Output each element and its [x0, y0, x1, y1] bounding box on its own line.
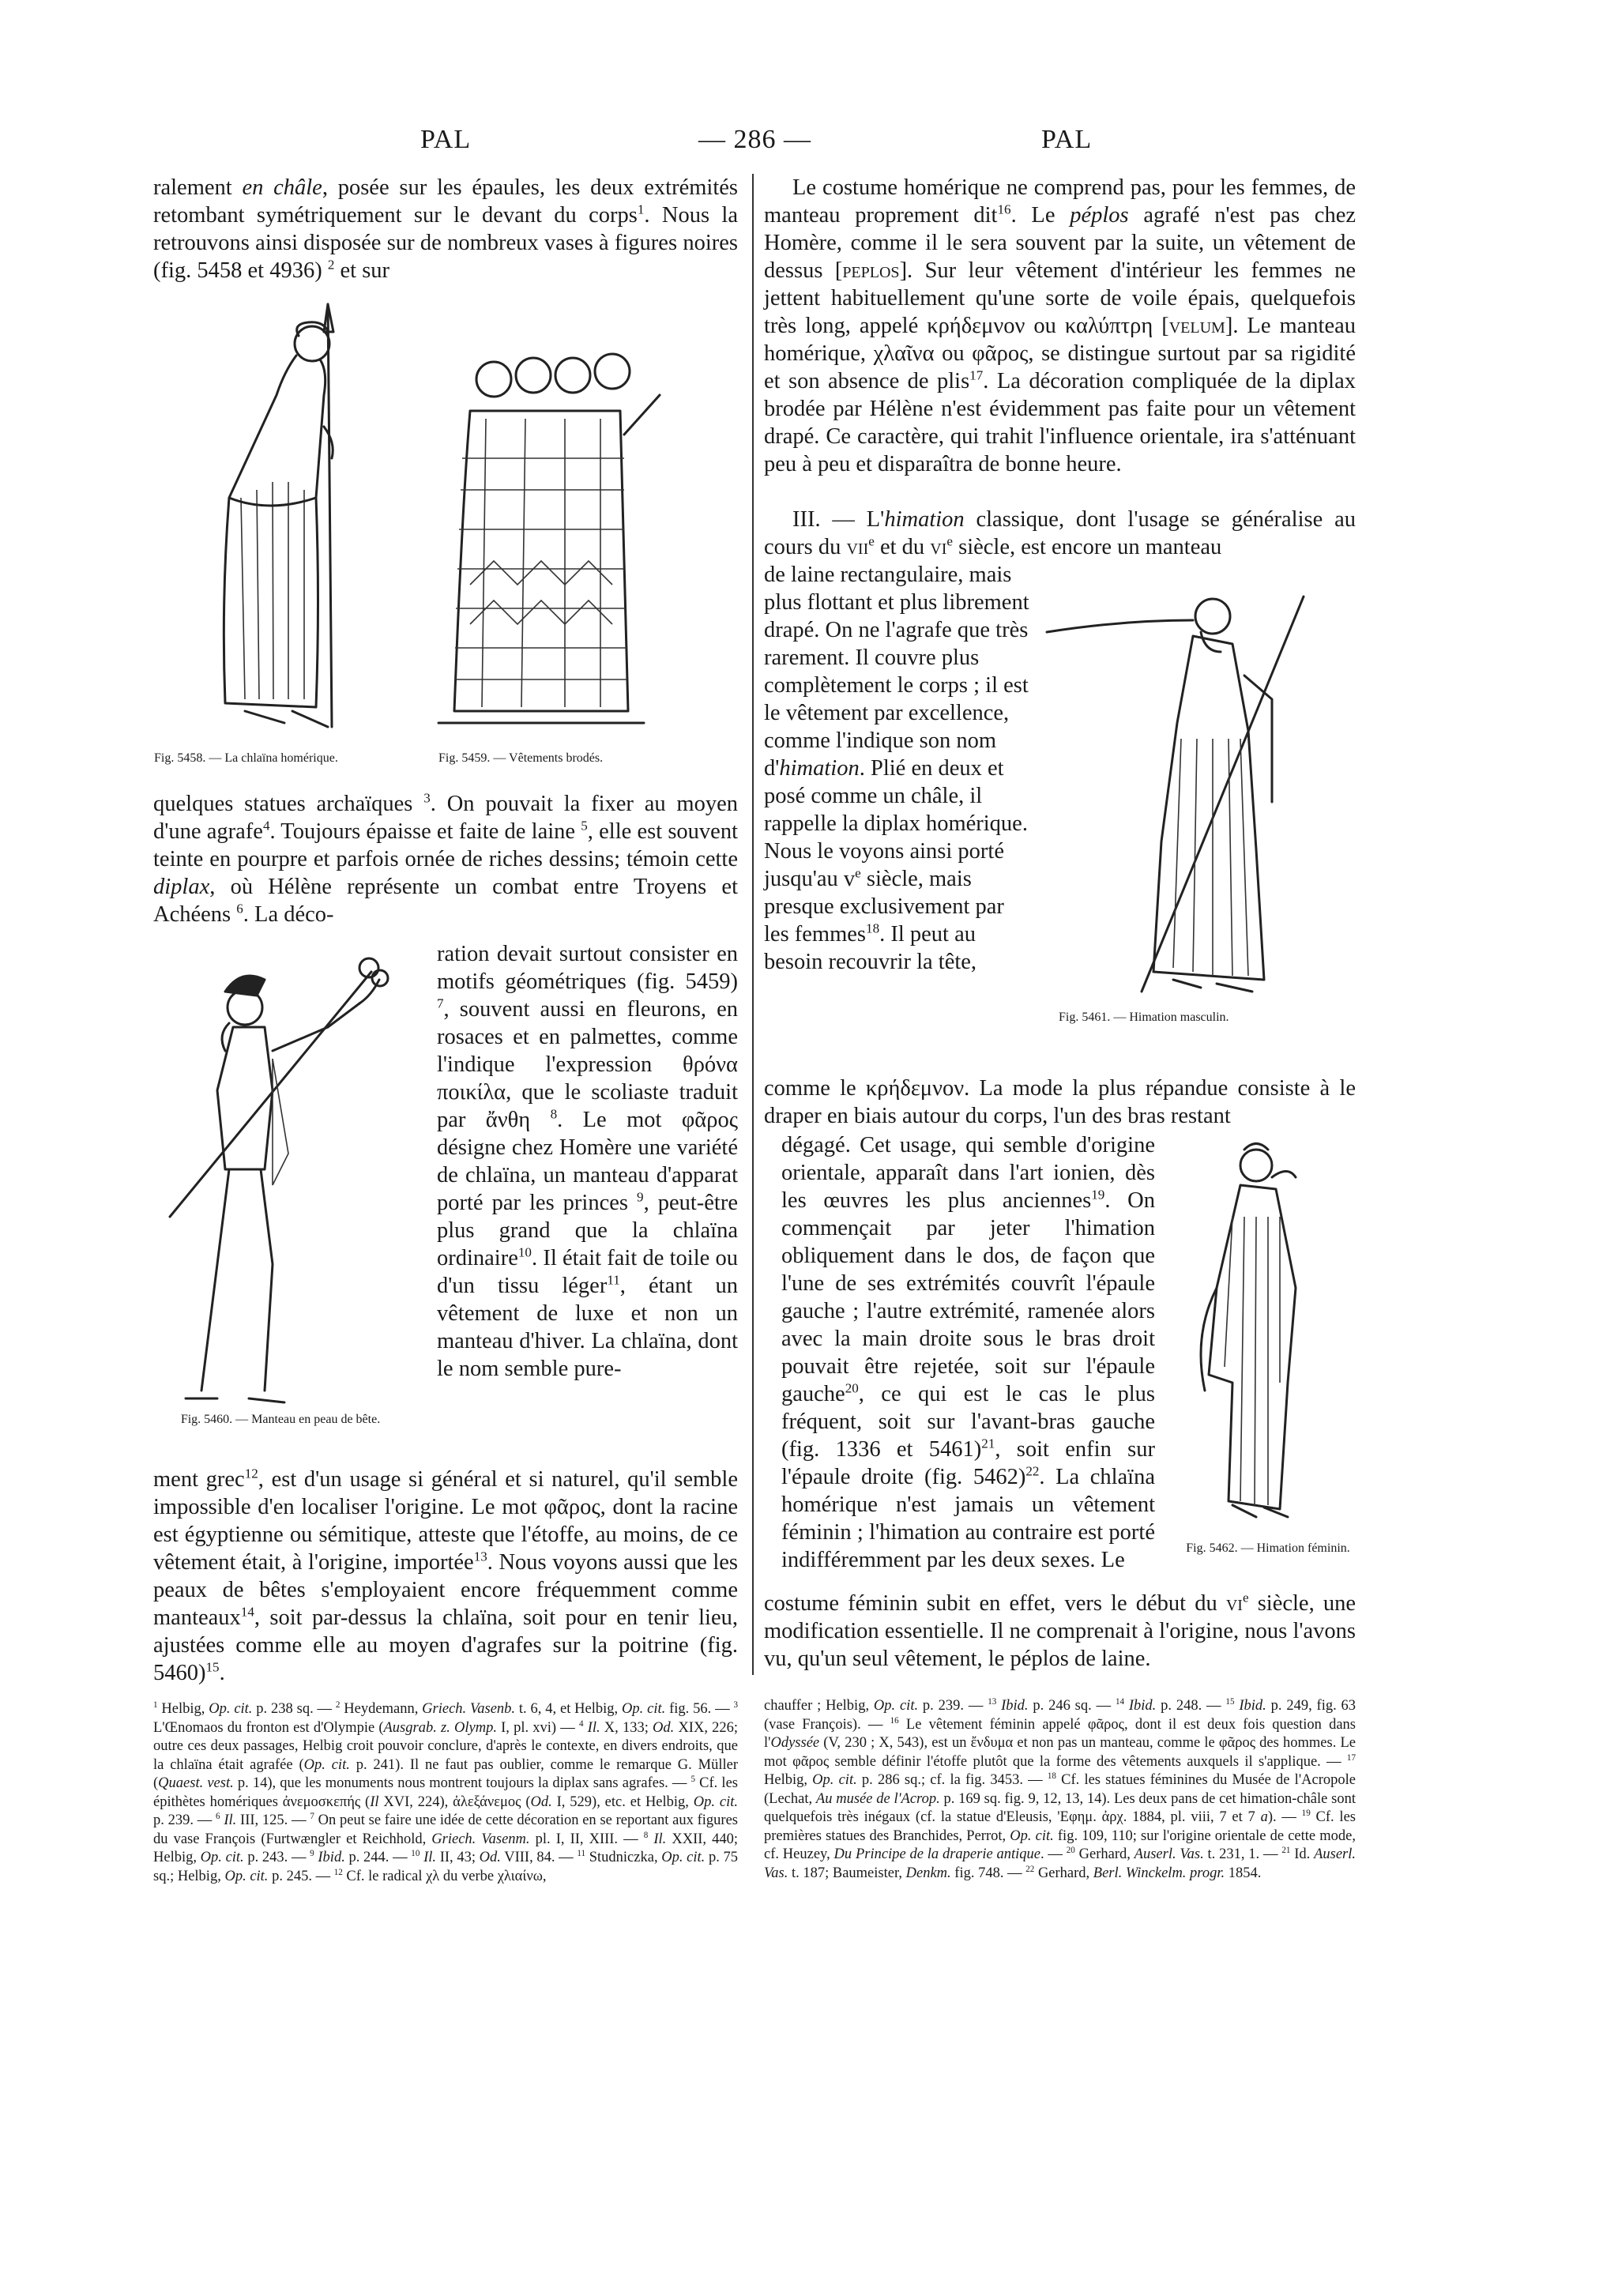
text-run: L'Œnomaos du fronton est d'Olympie (	[153, 1719, 384, 1736]
text-run: Helbig,	[157, 1701, 209, 1717]
footnote-ref: e	[868, 533, 875, 549]
footnote-ref: 7	[437, 996, 444, 1011]
caption-5458: Fig. 5458. — La chlaïna homérique.	[154, 751, 338, 765]
text-run: , où Hélène représente un combat entre Troyens et Achéens	[153, 875, 738, 927]
text-run: fig. 748. —	[950, 1865, 1026, 1881]
text-run: 1854.	[1225, 1865, 1262, 1881]
text-run: agrafé n'est pas chez Homère, comme il le sera souvent par la suite, un vêtement de dessus [	[764, 203, 1356, 283]
text-run: p. 248. —	[1156, 1698, 1226, 1714]
text-run: VIII, 84. —	[500, 1850, 578, 1865]
text-run: Helbig,	[764, 1772, 813, 1788]
text-run: Cf. le radical χλ du verbe χλιαίνω,	[342, 1868, 547, 1884]
text-run: .	[219, 1661, 225, 1685]
text-run: vi	[930, 535, 947, 559]
text-run: p. 245. —	[268, 1868, 334, 1884]
text-run: , soit enfin sur l'épaule droite (fig. 5462)	[781, 1437, 1155, 1489]
footnote-ref: 7	[310, 1811, 314, 1821]
text-run: . —	[1040, 1846, 1067, 1862]
text-run: . Plié en deux et posé comme un châle, il rappelle la diplax homérique. Nous le voyons ainsi porté jusqu'au v	[764, 756, 1028, 891]
text-run: velum	[1168, 314, 1225, 338]
text-run: Ausgrab. z. Olymp.	[383, 1719, 497, 1736]
footnote-ref: 19	[1091, 1187, 1105, 1203]
left-para-1	[153, 174, 738, 284]
text-run: ]. Sur leur vêtement d'intérieur les femmes ne jettent habituellement qu'une sorte de voile épais, quelquefois très long, appelé κρήδεμνον ou καλύπτρη [	[764, 258, 1356, 338]
text-run: fig. 109, 110; sur l'origine orientale de cette mode, cf. Heuzey,	[764, 1827, 1356, 1862]
text-run: siècle, une modification essentielle. Il ne comprenait à l'origine, nous l'avons vu, qu'un seul vêtement, le péplos de laine.	[764, 1591, 1356, 1671]
text-run: de laine rectangulaire, mais plus flottant et plus librement drapé. On ne l'agrafe que très rarement. Il couvre plus complètement le corps ; il est le vêtement par excellence, comme l'indique son nom d'	[764, 563, 1029, 781]
text-run: ralement	[153, 175, 243, 200]
text-run: Denkm.	[905, 1865, 951, 1881]
right-para-1	[764, 174, 1356, 478]
figure-5462	[1169, 1130, 1359, 1525]
footnote-ref: 18	[1047, 1771, 1056, 1781]
text-run: ment grec	[153, 1467, 245, 1492]
text-run: . La chlaïna homérique n'est jamais un vêtement féminin ; l'himation au contraire est porté indifféremment par les deux sexes. Le	[781, 1465, 1155, 1572]
text-run: diplax	[153, 875, 210, 899]
text-run: . Toujours épaisse et faite de laine	[269, 819, 581, 844]
left-footnotes	[153, 1700, 738, 1886]
left-para-2	[153, 790, 738, 928]
text-run: , posée sur les épaules, les deux extrémités retombant symétriquement sur le devant du corps	[153, 175, 738, 228]
text-run: Le costume homérique ne comprend pas, pour les femmes, de manteau proprement dit	[764, 175, 1356, 228]
text-run: p. 14), que les monuments nous montrent toujours la diplax sans agrafes. —	[233, 1775, 691, 1791]
right-para-2d	[781, 1131, 1155, 1574]
text-run: et sur	[334, 258, 390, 283]
footnote-ref: 20	[1066, 1845, 1075, 1855]
text-run: . La décoration compliquée de la diplax brodée par Hélène n'est évidemment pas faite pour un vêtement drapé. Ce caractère, qui trahit l'influence orientale, ira s'atténuant peu à peu et disparaîtra de bonne heure.	[764, 369, 1356, 476]
right-para-2b	[764, 561, 1034, 976]
text-run: , souvent aussi en fleurons, en rosaces et en palmettes, comme l'indique l'expression θρόνα ποικίλα, que le scoliaste traduit par ἄνθη	[437, 997, 738, 1132]
text-run: Auserl. Vas.	[764, 1846, 1356, 1881]
text-run: ). —	[1267, 1809, 1302, 1825]
text-run: vi	[1225, 1591, 1243, 1616]
footnote-ref: 9	[310, 1848, 314, 1858]
text-run: . Le	[1010, 203, 1071, 228]
text-run: XXII, 440; Helbig,	[153, 1831, 739, 1865]
text-run: . Nous la retrouvons ainsi disposée sur de nombreux vases à figures noires (fig. 5458 et 4936)	[153, 203, 738, 283]
figure-5459	[423, 348, 675, 743]
text-run: siècle, mais presque exclusivement par les femmes	[764, 867, 1004, 947]
text-run: chauffer ; Helbig,	[764, 1698, 874, 1714]
caption-5459: Fig. 5459. — Vêtements brodés.	[438, 751, 604, 765]
figure-5458	[198, 300, 356, 743]
text-run: dégagé. Cet usage, qui semble d'origine orientale, apparaît dans l'art ionien, dès les œuvres les plus anciennes	[781, 1133, 1155, 1213]
text-run: Op. cit.	[693, 1794, 739, 1810]
footnote-ref: 2	[335, 1699, 341, 1710]
text-run: péplos	[1070, 203, 1129, 228]
text-run: pl. I, II, XIII. —	[529, 1831, 644, 1847]
footnote-ref: 15	[205, 1659, 220, 1675]
text-run: X, 133;	[600, 1719, 653, 1736]
text-run: Op. cit.	[1010, 1827, 1054, 1844]
text-run: p. 238 sq. —	[252, 1701, 336, 1717]
footnote-ref: 6	[216, 1811, 220, 1821]
footnote-ref: 5	[581, 818, 588, 834]
text-run: , peut-être plus grand que la chlaïna ordinaire	[437, 1191, 738, 1270]
text-run: , elle est souvent teinte en pourpre et parfois ornée de riches dessins; témoin cette	[153, 819, 738, 871]
running-head-left: PAL	[420, 125, 472, 154]
text-run: Gerhard,	[1034, 1865, 1093, 1881]
text-run: II, 43;	[436, 1850, 480, 1865]
footnote-ref: 5	[690, 1774, 696, 1784]
text-run: Od.	[653, 1719, 675, 1736]
right-para-2c	[764, 1075, 1356, 1130]
text-run: . La déco-	[243, 902, 334, 927]
text-run: p. 75 sq.; Helbig,	[153, 1850, 739, 1884]
footnote-ref: 15	[1225, 1696, 1235, 1707]
text-run: p. 239. —	[918, 1698, 988, 1714]
footnote-ref: 17	[1346, 1752, 1356, 1763]
text-run: a	[1260, 1809, 1268, 1825]
right-para-2e	[764, 1590, 1356, 1673]
text-run: comme le κρήδεμνον. La mode la plus répandue consiste à le draper en biais autour du corps, l'un des bras restant	[764, 1076, 1356, 1128]
footnote-ref: 22	[1025, 1864, 1035, 1874]
footnote-ref: 3	[423, 790, 431, 806]
footnote-ref: 12	[333, 1867, 343, 1877]
caption-5460: Fig. 5460. — Manteau en peau de bête.	[180, 1413, 381, 1426]
text-run: . Il était fait de toile ou d'un tissu léger	[437, 1246, 738, 1298]
text-run: XIX, 226; outre ces deux passages, Helbig croit pouvoir conclure, d'après le contexte, en divers endroits, que la chlaïna était agrafée (	[153, 1719, 739, 1773]
text-run: Le vêtement féminin appelé φᾶρος, dont il est deux fois question dans l'	[764, 1716, 1356, 1751]
text-run: p. 169 sq. fig. 9, 12, 13, 14). Les deux pans de cet himation-châle sont quelquefois très inégaux (cf. la statue d'Eleusis, 'Εφημ. ἀρχ. 1884, pl. viii, 7 et 7	[764, 1790, 1356, 1825]
text-run: Studniczka,	[585, 1850, 662, 1865]
footnote-ref: 21	[981, 1436, 995, 1451]
text-run: costume féminin subit en effet, vers le début du	[764, 1591, 1226, 1616]
text-run: Berl. Winckelm. progr.	[1093, 1865, 1225, 1881]
footnote-ref: 3	[733, 1699, 738, 1710]
page-number: — 286 —	[698, 125, 811, 154]
footnote-ref: 16	[997, 201, 1011, 217]
footnote-ref: 6	[236, 901, 243, 917]
text-run: , ce qui est le cas le plus fréquent, soit sur l'avant-bras gauche (fig. 1336 et 5461)	[781, 1382, 1155, 1462]
text-run: et du	[874, 535, 931, 559]
footnote-ref: 22	[1025, 1463, 1040, 1479]
footnote-ref: 2	[327, 257, 335, 273]
footnote-ref: 12	[244, 1466, 258, 1481]
text-run: Griech. Vasenb.	[422, 1701, 516, 1717]
text-run: Il.	[423, 1850, 437, 1865]
text-run: ]. Le manteau homérique, χλαῖνα ou φᾶρος, se distingue surtout par sa rigidité et son absence de plis	[764, 314, 1356, 393]
footnote-ref: 21	[1281, 1845, 1291, 1855]
text-run: Od.	[479, 1850, 501, 1865]
text-run: en châle	[242, 175, 322, 200]
text-run: Id.	[1290, 1846, 1315, 1862]
text-run: Cf. les premières statues des Branchides, Perrot,	[764, 1809, 1356, 1844]
text-run: , est d'un usage si général et si naturel, qu'il semble impossible d'en localiser l'origine. Le mot φᾶρος, dont la racine est égyptienne ou sémitique, atteste que l'étoffe, au moins, de ce vêtement était, à l'origine, importée	[153, 1467, 738, 1575]
text-run: fig. 56. —	[665, 1701, 734, 1717]
figure-5460	[154, 948, 423, 1414]
text-run: Odyssée	[770, 1735, 820, 1751]
footnote-ref: 17	[969, 367, 984, 383]
text-run: p. 246 sq. —	[1028, 1698, 1116, 1714]
caption-5462: Fig. 5462. — Himation féminin.	[1186, 1541, 1350, 1555]
text-run: . On commençait par jeter l'himation obliquement dans le dos, de façon que l'une de ses extrémités couvrît l'épaule gauche ; l'autre extrémité, ramenée alors avec la main droite sous le bras droit pouvait être rejetée, soit sur l'épaule gauche	[781, 1188, 1155, 1406]
text-run: Du Principe de la draperie antique	[833, 1846, 1040, 1862]
text-run: Au musée de l'Acrop.	[815, 1790, 940, 1807]
right-footnotes	[764, 1697, 1356, 1883]
text-run: Auserl. Vas.	[1134, 1846, 1204, 1862]
caption-5461: Fig. 5461. — Himation masculin.	[1059, 1011, 1229, 1024]
text-run: p. 249, fig. 63 (vase François). —	[764, 1698, 1356, 1733]
text-run: I, pl. xvi) —	[496, 1719, 579, 1736]
text-run: , soit par-dessus la chlaïna, soit pour en tenir lieu, ajustées comme elle au moyen d'agrafes sur la poitrine (fig. 5460)	[153, 1605, 738, 1685]
text-run: Op. cit.	[873, 1698, 919, 1714]
text-run: XVI, 224), ἀλεξάνεμος (	[378, 1794, 531, 1810]
footnote-ref: 9	[637, 1189, 644, 1205]
footnote-ref: 11	[607, 1272, 620, 1288]
text-run: p. 239. —	[153, 1812, 216, 1828]
text-run: Op. cit.	[209, 1701, 253, 1717]
text-run: . On pouvait la fixer au moyen d'une agrafe	[153, 792, 739, 844]
text-run: III. — L'	[792, 507, 885, 532]
text-run: Cf. les épithètes homériques ἀνεμοσκεπής (	[153, 1775, 738, 1810]
text-run: classique, dont l'usage se généralise au cours du	[764, 507, 1356, 559]
left-para-4	[153, 1466, 738, 1687]
text-run: Il.	[587, 1719, 600, 1736]
footnote-ref: e	[1242, 1590, 1249, 1605]
left-para-3	[437, 940, 738, 1383]
text-run: . Le mot φᾶρος désigne chez Homère une variété de chlaïna, un manteau d'apparat porté par les princes	[437, 1108, 738, 1215]
text-run: . Nous voyons aussi que les peaux de bêtes s'employaient encore fréquemment comme manteaux	[153, 1550, 739, 1630]
text-run: Od.	[530, 1794, 552, 1810]
text-run: himation	[779, 756, 860, 781]
text-run: peplos	[842, 258, 900, 283]
footnote-ref: 8	[550, 1106, 558, 1122]
text-run: Il.	[224, 1812, 237, 1828]
right-para-2a	[764, 506, 1356, 561]
footnote-ref: 18	[866, 920, 880, 936]
text-run: Op. cit.	[200, 1850, 244, 1865]
text-run: t. 187; Baumeister,	[788, 1865, 906, 1881]
text-run: Heydemann,	[340, 1701, 423, 1717]
footnote-ref: 1	[153, 1699, 158, 1710]
footnote-ref: e	[855, 865, 861, 881]
text-run: , étant un vêtement de luxe et non un manteau d'hiver. La chlaïna, dont le nom semble pure-	[437, 1274, 738, 1381]
text-run: Gerhard,	[1074, 1846, 1134, 1862]
column-rule	[752, 174, 754, 1675]
footnote-ref: 4	[578, 1718, 584, 1729]
footnote-ref: 4	[262, 818, 270, 834]
footnote-ref: 13	[473, 1549, 487, 1564]
text-run: Ibid.	[1128, 1698, 1157, 1714]
figure-5461	[1043, 589, 1351, 999]
footnote-ref: 14	[240, 1604, 254, 1620]
text-run: On peut se faire une idée de cette décoration en se reportant aux figures du vase François (Furtwængler et Reichhold,	[153, 1812, 738, 1847]
footnote-ref: e	[946, 533, 953, 549]
text-run: Griech. Vasenm.	[431, 1831, 530, 1847]
footnote-ref: 11	[577, 1848, 586, 1858]
text-run: . Il peut au besoin recouvrir la tête,	[764, 922, 977, 974]
text-run: Ibid.	[1239, 1698, 1266, 1714]
text-run: Il	[370, 1794, 379, 1810]
footnote-ref: 19	[1301, 1808, 1311, 1818]
text-run: III, 125. —	[236, 1812, 310, 1828]
text-run: p. 241). Il ne faut pas oublier, comme le remarque G. Müller (	[153, 1756, 738, 1791]
footnote-ref: 10	[517, 1244, 532, 1260]
text-run: Ibid.	[318, 1850, 345, 1865]
text-run: t. 231, 1. —	[1203, 1846, 1282, 1862]
text-run: I, 529), etc. et Helbig,	[551, 1794, 694, 1810]
text-run: Op. cit.	[303, 1756, 350, 1773]
text-run: (V, 230 ; X, 543), est un ἔνδυμα et non pas un manteau, comme le φᾶρος des hommes. Le mot φᾶρος semble définir l'étoffe plutôt que la forme des vêtements auxquels il s'applique. —	[764, 1735, 1356, 1770]
text-run: t. 6, 4, et Helbig,	[515, 1701, 623, 1717]
text-run: Op. cit.	[622, 1701, 666, 1717]
text-run: ration devait surtout consister en motifs géométriques (fig. 5459)	[437, 942, 738, 994]
footnote-ref: 10	[411, 1848, 420, 1858]
footnote-ref: 1	[637, 201, 645, 217]
footnote-ref: 20	[845, 1380, 859, 1396]
footnote-ref: 8	[643, 1830, 649, 1840]
text-run: siècle, est encore un manteau	[953, 535, 1222, 559]
text-run: vii	[846, 535, 869, 559]
text-run: Op. cit.	[224, 1868, 269, 1884]
footnote-ref: 16	[890, 1715, 899, 1726]
text-run: Op. cit.	[661, 1850, 706, 1865]
text-run: Op. cit.	[812, 1772, 857, 1788]
text-run: Ibid.	[1001, 1698, 1029, 1714]
text-run: p. 244. —	[344, 1850, 412, 1865]
text-run: quelques statues archaïques	[153, 792, 424, 816]
footnote-ref: 13	[988, 1696, 997, 1707]
text-run: p. 243. —	[243, 1850, 310, 1865]
text-run: p. 286 sq.; cf. la fig. 3453. —	[856, 1772, 1048, 1788]
running-head-right: PAL	[1041, 125, 1093, 154]
text-run: Il.	[653, 1831, 667, 1847]
text-run: himation	[884, 507, 965, 532]
text-run: Quaest. vest.	[158, 1775, 234, 1791]
text-run: Cf. les statues féminines du Musée de l'Acropole (Lechat,	[764, 1772, 1356, 1807]
footnote-ref: 14	[1115, 1696, 1125, 1707]
